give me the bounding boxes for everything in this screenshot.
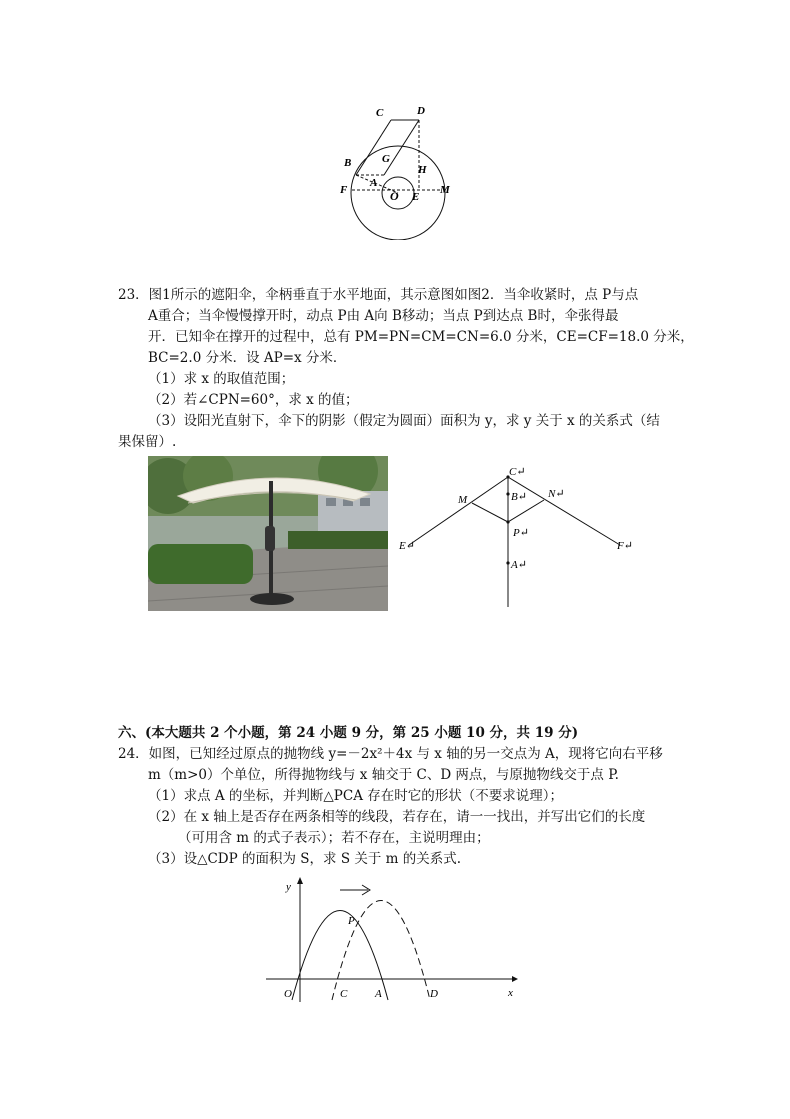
label-c: C <box>340 988 348 1000</box>
parabola-figure <box>262 872 522 1007</box>
label-p: P↵ <box>513 527 529 539</box>
umbrella-schematic-figure <box>395 462 635 612</box>
point-p <box>506 520 509 523</box>
label-a: A↵ <box>511 559 527 571</box>
section-six-heading: 六、(本大题共 2 个小题，第 24 小题 9 分，第 25 小题 10 分，共 19 分) <box>118 725 579 741</box>
q23-sub3b: 果保留）. <box>118 434 177 450</box>
y-axis-arrow <box>297 877 303 884</box>
label-n: N↵ <box>548 488 565 500</box>
label-a: A <box>375 988 382 1000</box>
umbrella-photo <box>148 456 388 611</box>
point-b <box>506 492 509 495</box>
label-c: C <box>376 107 384 119</box>
label-m: M <box>440 184 450 196</box>
label-p: P <box>348 915 355 927</box>
label-d: D <box>430 988 438 1000</box>
strut-pn <box>508 500 544 522</box>
label-f: F↵ <box>617 540 633 552</box>
label-d: D <box>417 105 425 117</box>
strut-pm <box>472 503 508 522</box>
q23-line4: BC=2.0 分米．设 AP=x 分米． <box>148 350 347 366</box>
label-b: B↵ <box>511 491 527 503</box>
label-m: M <box>458 494 468 506</box>
rib-ce <box>409 477 508 545</box>
label-f: F <box>340 184 348 196</box>
label-g: G <box>382 153 390 165</box>
shifted-parabola <box>332 901 430 1001</box>
q24-sub2a: （2）在 x 轴上是否存在两条相等的线段，若存在，请一一找出，并写出它们的长度 <box>148 809 646 825</box>
x-axis-arrow <box>512 976 518 982</box>
q23-line2: A重合；当伞慢慢撑开时，动点 P由 A向 B移动；当点 P到达点 B时，伞张得最 <box>148 308 619 324</box>
q23-sub3a: （3）设阳光直射下，伞下的阴影（假定为圆面）面积为 y，求 y 关于 x 的关系式（结 <box>148 413 660 429</box>
q24-sub1: （1）求点 A 的坐标，并判断△PCA 存在时它的形状（不要求说理）； <box>148 788 564 804</box>
segment-da <box>384 120 419 175</box>
original-parabola <box>292 911 388 1001</box>
label-h: H <box>418 164 427 176</box>
label-e: E <box>412 191 420 203</box>
q24-sub2b: （可用含 m 的式子表示）；若不存在，主说明理由； <box>178 830 490 846</box>
q23-line1: 23．图1所示的遮阳伞，伞柄垂直于水平地面，其示意图如图2．当伞收紧时，点 P与点 <box>118 287 639 303</box>
q24-sub3: （3）设△CDP 的面积为 S，求 S 关于 m 的关系式. <box>148 851 462 867</box>
q23-line3: 开．已知伞在撑开的过程中，总有 PM=PN=CM=CN=6.0 分米，CE=CF=18.0 分米， <box>148 329 694 345</box>
label-e: E↵ <box>399 540 415 552</box>
label-x: x <box>508 987 513 999</box>
q24-line2: m（m>0）个单位，所得抛物线与 x 轴交于 C、D 两点，与原抛物线交于点 P. <box>148 767 619 783</box>
umbrella-geometry-figure <box>330 100 470 240</box>
label-a: A <box>370 177 378 189</box>
label-o: O <box>390 189 399 203</box>
label-o: O <box>284 988 292 1000</box>
label-b: B <box>344 157 352 169</box>
q24-line1: 24．如图，已知经过原点的抛物线 y=－2x²＋4x 与 x 轴的另一交点为 A，现将它向右平移 <box>118 746 663 762</box>
label-y: y <box>286 881 291 893</box>
q23-sub2: （2）若∠CPN=60°，求 x 的值； <box>148 392 359 408</box>
point-a <box>506 561 509 564</box>
label-c: C↵ <box>509 466 526 478</box>
q23-sub1: （1）求 x 的取值范围； <box>148 371 295 387</box>
